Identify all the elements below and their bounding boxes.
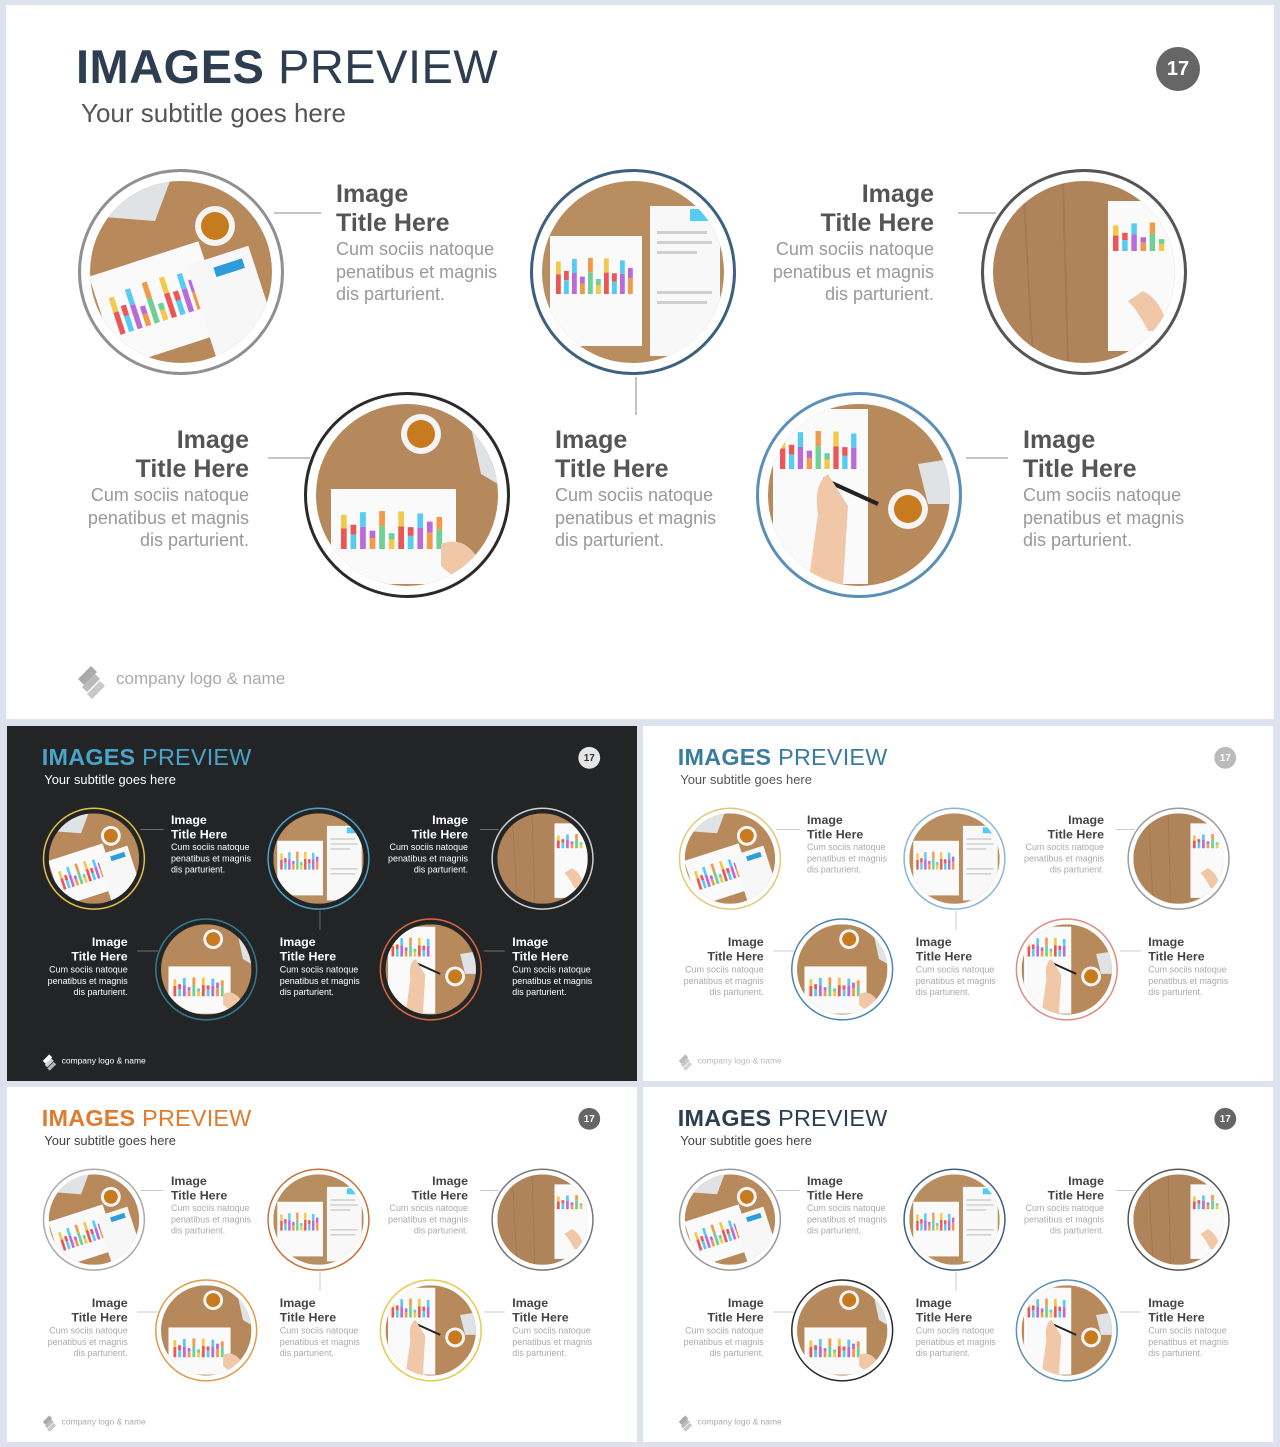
- item-heading: Image: [176, 426, 249, 454]
- item-heading: Image: [279, 1296, 316, 1311]
- item-body: dis parturient.: [824, 284, 934, 304]
- item-body: penatibus et magnis: [1023, 853, 1105, 864]
- desk-with-charts-photo: [316, 404, 498, 586]
- item-body: penatibus et magnis: [915, 1336, 996, 1347]
- item-heading: Title Here: [806, 1188, 864, 1203]
- desk-with-charts-photo: [273, 813, 363, 903]
- image-circle-3[interactable]: [491, 807, 593, 909]
- image-circle-4[interactable]: [791, 1279, 893, 1381]
- item-body: dis parturient.: [1049, 864, 1105, 875]
- item-heading: Image: [555, 426, 628, 454]
- title-bold: IMAGES: [76, 40, 265, 93]
- desk-with-charts-photo: [993, 181, 1175, 363]
- image-circle-5[interactable]: [380, 1279, 482, 1381]
- item-text-1: [171, 1174, 270, 1236]
- photo-2: [542, 181, 724, 363]
- item-heading: Image: [432, 1173, 469, 1188]
- title-light: PREVIEW: [778, 1104, 888, 1131]
- item-text-5: [1148, 1296, 1247, 1358]
- item-heading: Image: [1068, 812, 1105, 827]
- item-heading: Title Here: [1047, 1188, 1105, 1203]
- item-body: dis parturient.: [279, 986, 334, 997]
- item-body: penatibus et magnis: [47, 1336, 128, 1347]
- item-heading: Image: [512, 1296, 549, 1311]
- item-body: dis parturient.: [512, 986, 567, 997]
- page-number-badge: 17: [1214, 747, 1236, 769]
- item-heading: Title Here: [1148, 949, 1205, 964]
- page-number-badge: 17: [578, 1108, 600, 1130]
- slide-canvas: [643, 726, 1273, 1081]
- item-heading: Title Here: [806, 827, 864, 842]
- desk-with-charts-photo: [497, 1174, 587, 1264]
- item-body: dis parturient.: [279, 1347, 334, 1358]
- image-circle-5[interactable]: [380, 918, 482, 1020]
- image-circle-1[interactable]: [43, 1168, 145, 1270]
- stacked-chevrons-logo-icon: [74, 665, 108, 699]
- desk-with-charts-photo: [909, 1174, 999, 1264]
- item-heading: Title Here: [71, 1310, 128, 1325]
- item-text-5: [512, 935, 611, 997]
- desk-with-charts-photo: [797, 924, 887, 1014]
- item-heading: Title Here: [915, 1310, 973, 1325]
- item-body: penatibus et magnis: [336, 261, 498, 282]
- item-body: Cum sociis natoque: [512, 1325, 591, 1336]
- slide-preview-main[interactable]: [6, 5, 1274, 719]
- item-body: penatibus et magnis: [87, 507, 249, 528]
- image-circle-3[interactable]: [1127, 1168, 1229, 1270]
- item-body: dis parturient.: [413, 864, 469, 875]
- item-body: Cum sociis natoque: [1025, 842, 1105, 853]
- item-body: Cum sociis natoque: [170, 1203, 250, 1214]
- image-circle-5[interactable]: [756, 392, 962, 598]
- item-body: dis parturient.: [915, 986, 970, 997]
- item-text-5: [1148, 935, 1247, 997]
- item-heading: Title Here: [1023, 455, 1137, 483]
- item-text-1: [807, 1174, 906, 1236]
- slide-preview-dark[interactable]: [7, 726, 637, 1081]
- item-text-3: [28, 935, 127, 997]
- desk-with-charts-photo: [909, 813, 999, 903]
- item-text-5: [1023, 426, 1223, 552]
- item-body: Cum sociis natoque: [775, 239, 934, 259]
- item-body: Cum sociis natoque: [1025, 1203, 1105, 1214]
- photo-4: [161, 924, 251, 1014]
- image-circle-2[interactable]: [903, 1168, 1005, 1270]
- image-circle-4[interactable]: [791, 918, 893, 1020]
- stacked-chevrons-logo-icon: [41, 1415, 58, 1432]
- stacked-chevrons-logo-icon: [677, 1415, 694, 1432]
- slide-subtitle: Your subtitle goes here: [680, 1133, 812, 1149]
- photo-5: [1022, 1285, 1112, 1375]
- item-heading: Title Here: [411, 827, 469, 842]
- item-body: Cum sociis natoque: [1148, 964, 1227, 975]
- page-number-badge: 17: [1156, 47, 1200, 91]
- item-heading: Title Here: [555, 455, 669, 483]
- item-body: dis parturient.: [413, 1225, 469, 1236]
- item-text-2: [1005, 813, 1104, 875]
- photo-2: [273, 1174, 363, 1264]
- item-heading: Image: [91, 1296, 128, 1311]
- item-heading: Title Here: [512, 949, 569, 964]
- photo-3: [497, 1174, 587, 1264]
- desk-with-charts-photo: [273, 1174, 363, 1264]
- item-body: penatibus et magnis: [1023, 1214, 1105, 1225]
- item-text-1: [336, 180, 536, 306]
- item-body: penatibus et magnis: [1148, 975, 1229, 986]
- item-body: penatibus et magnis: [387, 1214, 469, 1225]
- image-circle-1[interactable]: [43, 807, 145, 909]
- photo-2: [909, 813, 999, 903]
- slide-subtitle: Your subtitle goes here: [81, 98, 347, 128]
- item-body: dis parturient.: [1148, 986, 1203, 997]
- item-body: Cum sociis natoque: [170, 842, 250, 853]
- photo-5: [1022, 924, 1112, 1014]
- item-text-3: [49, 426, 249, 552]
- item-text-2: [1005, 1174, 1104, 1236]
- item-heading: Title Here: [820, 209, 934, 237]
- item-heading: Image: [727, 1296, 764, 1311]
- image-circle-2[interactable]: [903, 807, 1005, 909]
- item-body: dis parturient.: [139, 530, 249, 550]
- stacked-chevrons-logo-icon: [677, 1054, 694, 1071]
- image-circle-4[interactable]: [304, 392, 510, 598]
- item-body: penatibus et magnis: [772, 261, 934, 282]
- title-bold: IMAGES: [677, 743, 772, 770]
- item-heading: Image: [1148, 1296, 1185, 1311]
- item-body: penatibus et magnis: [512, 975, 593, 986]
- photo-4: [797, 1285, 887, 1375]
- item-body: dis parturient.: [1023, 530, 1133, 550]
- slide-canvas: [643, 1087, 1273, 1442]
- item-body: Cum sociis natoque: [685, 1325, 764, 1336]
- stacked-chevrons-logo-icon: [41, 1054, 58, 1071]
- item-heading: Title Here: [411, 1188, 469, 1203]
- photo-2: [273, 813, 363, 903]
- item-text-4: [280, 935, 379, 997]
- item-heading: Image: [91, 935, 128, 950]
- item-text-3: [28, 1296, 127, 1358]
- item-heading: Image: [336, 180, 409, 208]
- desk-with-charts-photo: [1022, 1285, 1112, 1375]
- photo-4: [316, 404, 498, 586]
- slide-subtitle: Your subtitle goes here: [44, 1133, 176, 1149]
- page-number-badge: 17: [1214, 1108, 1236, 1130]
- item-body: Cum sociis natoque: [49, 1325, 128, 1336]
- item-heading: Image: [1023, 426, 1096, 454]
- desk-with-charts-photo: [1022, 924, 1112, 1014]
- item-heading: Image: [861, 180, 934, 208]
- desk-with-charts-photo: [90, 181, 272, 363]
- item-text-3: [664, 1296, 763, 1358]
- item-text-3: [664, 935, 763, 997]
- item-heading: Title Here: [1148, 1310, 1205, 1325]
- title-bold: IMAGES: [677, 1104, 772, 1131]
- title-light: PREVIEW: [277, 40, 499, 93]
- title-light: PREVIEW: [142, 743, 252, 770]
- slide-subtitle: Your subtitle goes here: [44, 772, 176, 788]
- image-circle-2[interactable]: [267, 807, 369, 909]
- photo-3: [1133, 813, 1223, 903]
- image-circle-2[interactable]: [267, 1168, 369, 1270]
- item-body: penatibus et magnis: [915, 975, 996, 986]
- item-heading: Title Here: [336, 209, 450, 237]
- item-heading: Title Here: [170, 1188, 228, 1203]
- item-heading: Title Here: [135, 455, 249, 483]
- item-body: dis parturient.: [915, 1347, 970, 1358]
- item-heading: Title Here: [279, 949, 337, 964]
- slide-preview-navy[interactable]: [643, 1087, 1273, 1442]
- item-body: Cum sociis natoque: [1023, 485, 1182, 505]
- photo-5: [768, 404, 950, 586]
- company-logo-name: company logo & name: [697, 1416, 782, 1427]
- item-body: penatibus et magnis: [1148, 1336, 1229, 1347]
- desk-with-charts-photo: [768, 404, 950, 586]
- item-body: penatibus et magnis: [555, 507, 717, 528]
- item-heading: Image: [915, 1296, 952, 1311]
- page-number-badge: 17: [578, 747, 600, 769]
- item-body: Cum sociis natoque: [915, 964, 995, 975]
- item-body: dis parturient.: [1148, 1347, 1203, 1358]
- photo-2: [909, 1174, 999, 1264]
- desk-with-charts-photo: [542, 181, 724, 363]
- item-body: penatibus et magnis: [512, 1336, 593, 1347]
- item-heading: Image: [432, 812, 469, 827]
- item-body: Cum sociis natoque: [389, 842, 469, 853]
- slide-preview-orange[interactable]: [7, 1087, 637, 1442]
- item-text-2: [734, 180, 934, 306]
- item-body: dis parturient.: [1049, 1225, 1105, 1236]
- item-heading: Image: [170, 812, 207, 827]
- item-text-4: [916, 1296, 1015, 1358]
- image-circle-5[interactable]: [1016, 918, 1118, 1020]
- image-circle-1[interactable]: [679, 1168, 781, 1270]
- item-heading: Image: [1148, 935, 1185, 950]
- item-body: dis parturient.: [555, 530, 665, 550]
- company-logo-name: company logo & name: [61, 1416, 146, 1427]
- item-body: dis parturient.: [512, 1347, 567, 1358]
- slide-canvas: [7, 726, 637, 1081]
- item-body: penatibus et magnis: [47, 975, 128, 986]
- item-text-1: [171, 813, 270, 875]
- item-text-2: [369, 1174, 468, 1236]
- desk-with-charts-photo: [685, 813, 775, 903]
- item-body: penatibus et magnis: [279, 975, 360, 986]
- item-body: penatibus et magnis: [1023, 507, 1185, 528]
- item-text-2: [369, 813, 468, 875]
- item-text-4: [916, 935, 1015, 997]
- item-body: penatibus et magnis: [170, 853, 251, 864]
- image-circle-3[interactable]: [491, 1168, 593, 1270]
- slide-canvas: [7, 1087, 637, 1442]
- item-heading: Image: [915, 935, 952, 950]
- slide-canvas: [6, 5, 1274, 719]
- item-body: dis parturient.: [709, 986, 764, 997]
- item-body: Cum sociis natoque: [685, 964, 764, 975]
- photo-1: [685, 1174, 775, 1264]
- photo-1: [90, 181, 272, 363]
- desk-with-charts-photo: [497, 813, 587, 903]
- item-heading: Image: [727, 935, 764, 950]
- desk-with-charts-photo: [161, 924, 251, 1014]
- item-body: Cum sociis natoque: [336, 239, 495, 259]
- item-body: penatibus et magnis: [806, 1214, 887, 1225]
- title-bold: IMAGES: [41, 743, 136, 770]
- photo-4: [797, 924, 887, 1014]
- item-body: Cum sociis natoque: [806, 842, 886, 853]
- item-text-1: [807, 813, 906, 875]
- item-body: Cum sociis natoque: [279, 1325, 359, 1336]
- image-circle-2[interactable]: [530, 169, 736, 375]
- item-heading: Title Here: [279, 1310, 337, 1325]
- photo-4: [161, 1285, 251, 1375]
- photo-1: [49, 813, 139, 903]
- image-circle-3[interactable]: [981, 169, 1187, 375]
- item-heading: Image: [279, 935, 316, 950]
- image-circle-5[interactable]: [1016, 1279, 1118, 1381]
- item-body: Cum sociis natoque: [389, 1203, 469, 1214]
- item-heading: Image: [1068, 1173, 1105, 1188]
- item-body: penatibus et magnis: [387, 853, 469, 864]
- item-body: dis parturient.: [806, 1225, 862, 1236]
- item-heading: Image: [512, 935, 549, 950]
- desk-with-charts-photo: [386, 1285, 476, 1375]
- photo-1: [685, 813, 775, 903]
- desk-with-charts-photo: [797, 1285, 887, 1375]
- photo-5: [386, 1285, 476, 1375]
- image-circle-4[interactable]: [155, 1279, 257, 1381]
- item-body: penatibus et magnis: [683, 1336, 764, 1347]
- item-heading: Image: [806, 812, 843, 827]
- photo-5: [386, 924, 476, 1014]
- item-body: dis parturient.: [73, 1347, 128, 1358]
- company-logo-name: company logo & name: [116, 669, 286, 688]
- item-heading: Title Here: [1047, 827, 1105, 842]
- item-body: dis parturient.: [170, 864, 226, 875]
- slide-subtitle: Your subtitle goes here: [680, 772, 812, 788]
- item-heading: Image: [806, 1173, 843, 1188]
- desk-with-charts-photo: [1133, 813, 1223, 903]
- slide-preview-blue[interactable]: [643, 726, 1273, 1081]
- item-body: dis parturient.: [336, 284, 446, 304]
- item-body: Cum sociis natoque: [279, 964, 359, 975]
- item-body: penatibus et magnis: [170, 1214, 251, 1225]
- item-heading: Title Here: [707, 949, 764, 964]
- item-body: dis parturient.: [806, 864, 862, 875]
- item-body: penatibus et magnis: [279, 1336, 360, 1347]
- item-heading: Title Here: [512, 1310, 569, 1325]
- item-body: dis parturient.: [73, 986, 128, 997]
- desk-with-charts-photo: [161, 1285, 251, 1375]
- company-logo-name: company logo & name: [61, 1055, 146, 1066]
- item-body: Cum sociis natoque: [555, 485, 714, 505]
- item-heading: Title Here: [71, 949, 128, 964]
- image-circle-1[interactable]: [679, 807, 781, 909]
- item-text-5: [512, 1296, 611, 1358]
- item-body: dis parturient.: [170, 1225, 226, 1236]
- item-body: penatibus et magnis: [683, 975, 764, 986]
- item-body: Cum sociis natoque: [806, 1203, 886, 1214]
- item-text-4: [280, 1296, 379, 1358]
- photo-3: [1133, 1174, 1223, 1264]
- item-heading: Title Here: [707, 1310, 764, 1325]
- item-heading: Image: [170, 1173, 207, 1188]
- item-body: penatibus et magnis: [806, 853, 887, 864]
- desk-with-charts-photo: [1133, 1174, 1223, 1264]
- desk-with-charts-photo: [386, 924, 476, 1014]
- company-logo-name: company logo & name: [697, 1055, 782, 1066]
- photo-3: [993, 181, 1175, 363]
- item-text-4: [555, 426, 755, 552]
- title-bold: IMAGES: [41, 1104, 136, 1131]
- item-body: Cum sociis natoque: [915, 1325, 995, 1336]
- title-light: PREVIEW: [778, 743, 888, 770]
- item-body: Cum sociis natoque: [49, 964, 128, 975]
- desk-with-charts-photo: [49, 813, 139, 903]
- item-heading: Title Here: [170, 827, 228, 842]
- item-body: dis parturient.: [709, 1347, 764, 1358]
- image-circle-4[interactable]: [155, 918, 257, 1020]
- desk-with-charts-photo: [685, 1174, 775, 1264]
- image-circle-1[interactable]: [78, 169, 284, 375]
- title-light: PREVIEW: [142, 1104, 252, 1131]
- desk-with-charts-photo: [49, 1174, 139, 1264]
- item-body: Cum sociis natoque: [90, 485, 249, 505]
- item-heading: Title Here: [915, 949, 973, 964]
- image-circle-3[interactable]: [1127, 807, 1229, 909]
- item-body: Cum sociis natoque: [1148, 1325, 1227, 1336]
- photo-3: [497, 813, 587, 903]
- item-body: Cum sociis natoque: [512, 964, 591, 975]
- photo-1: [49, 1174, 139, 1264]
